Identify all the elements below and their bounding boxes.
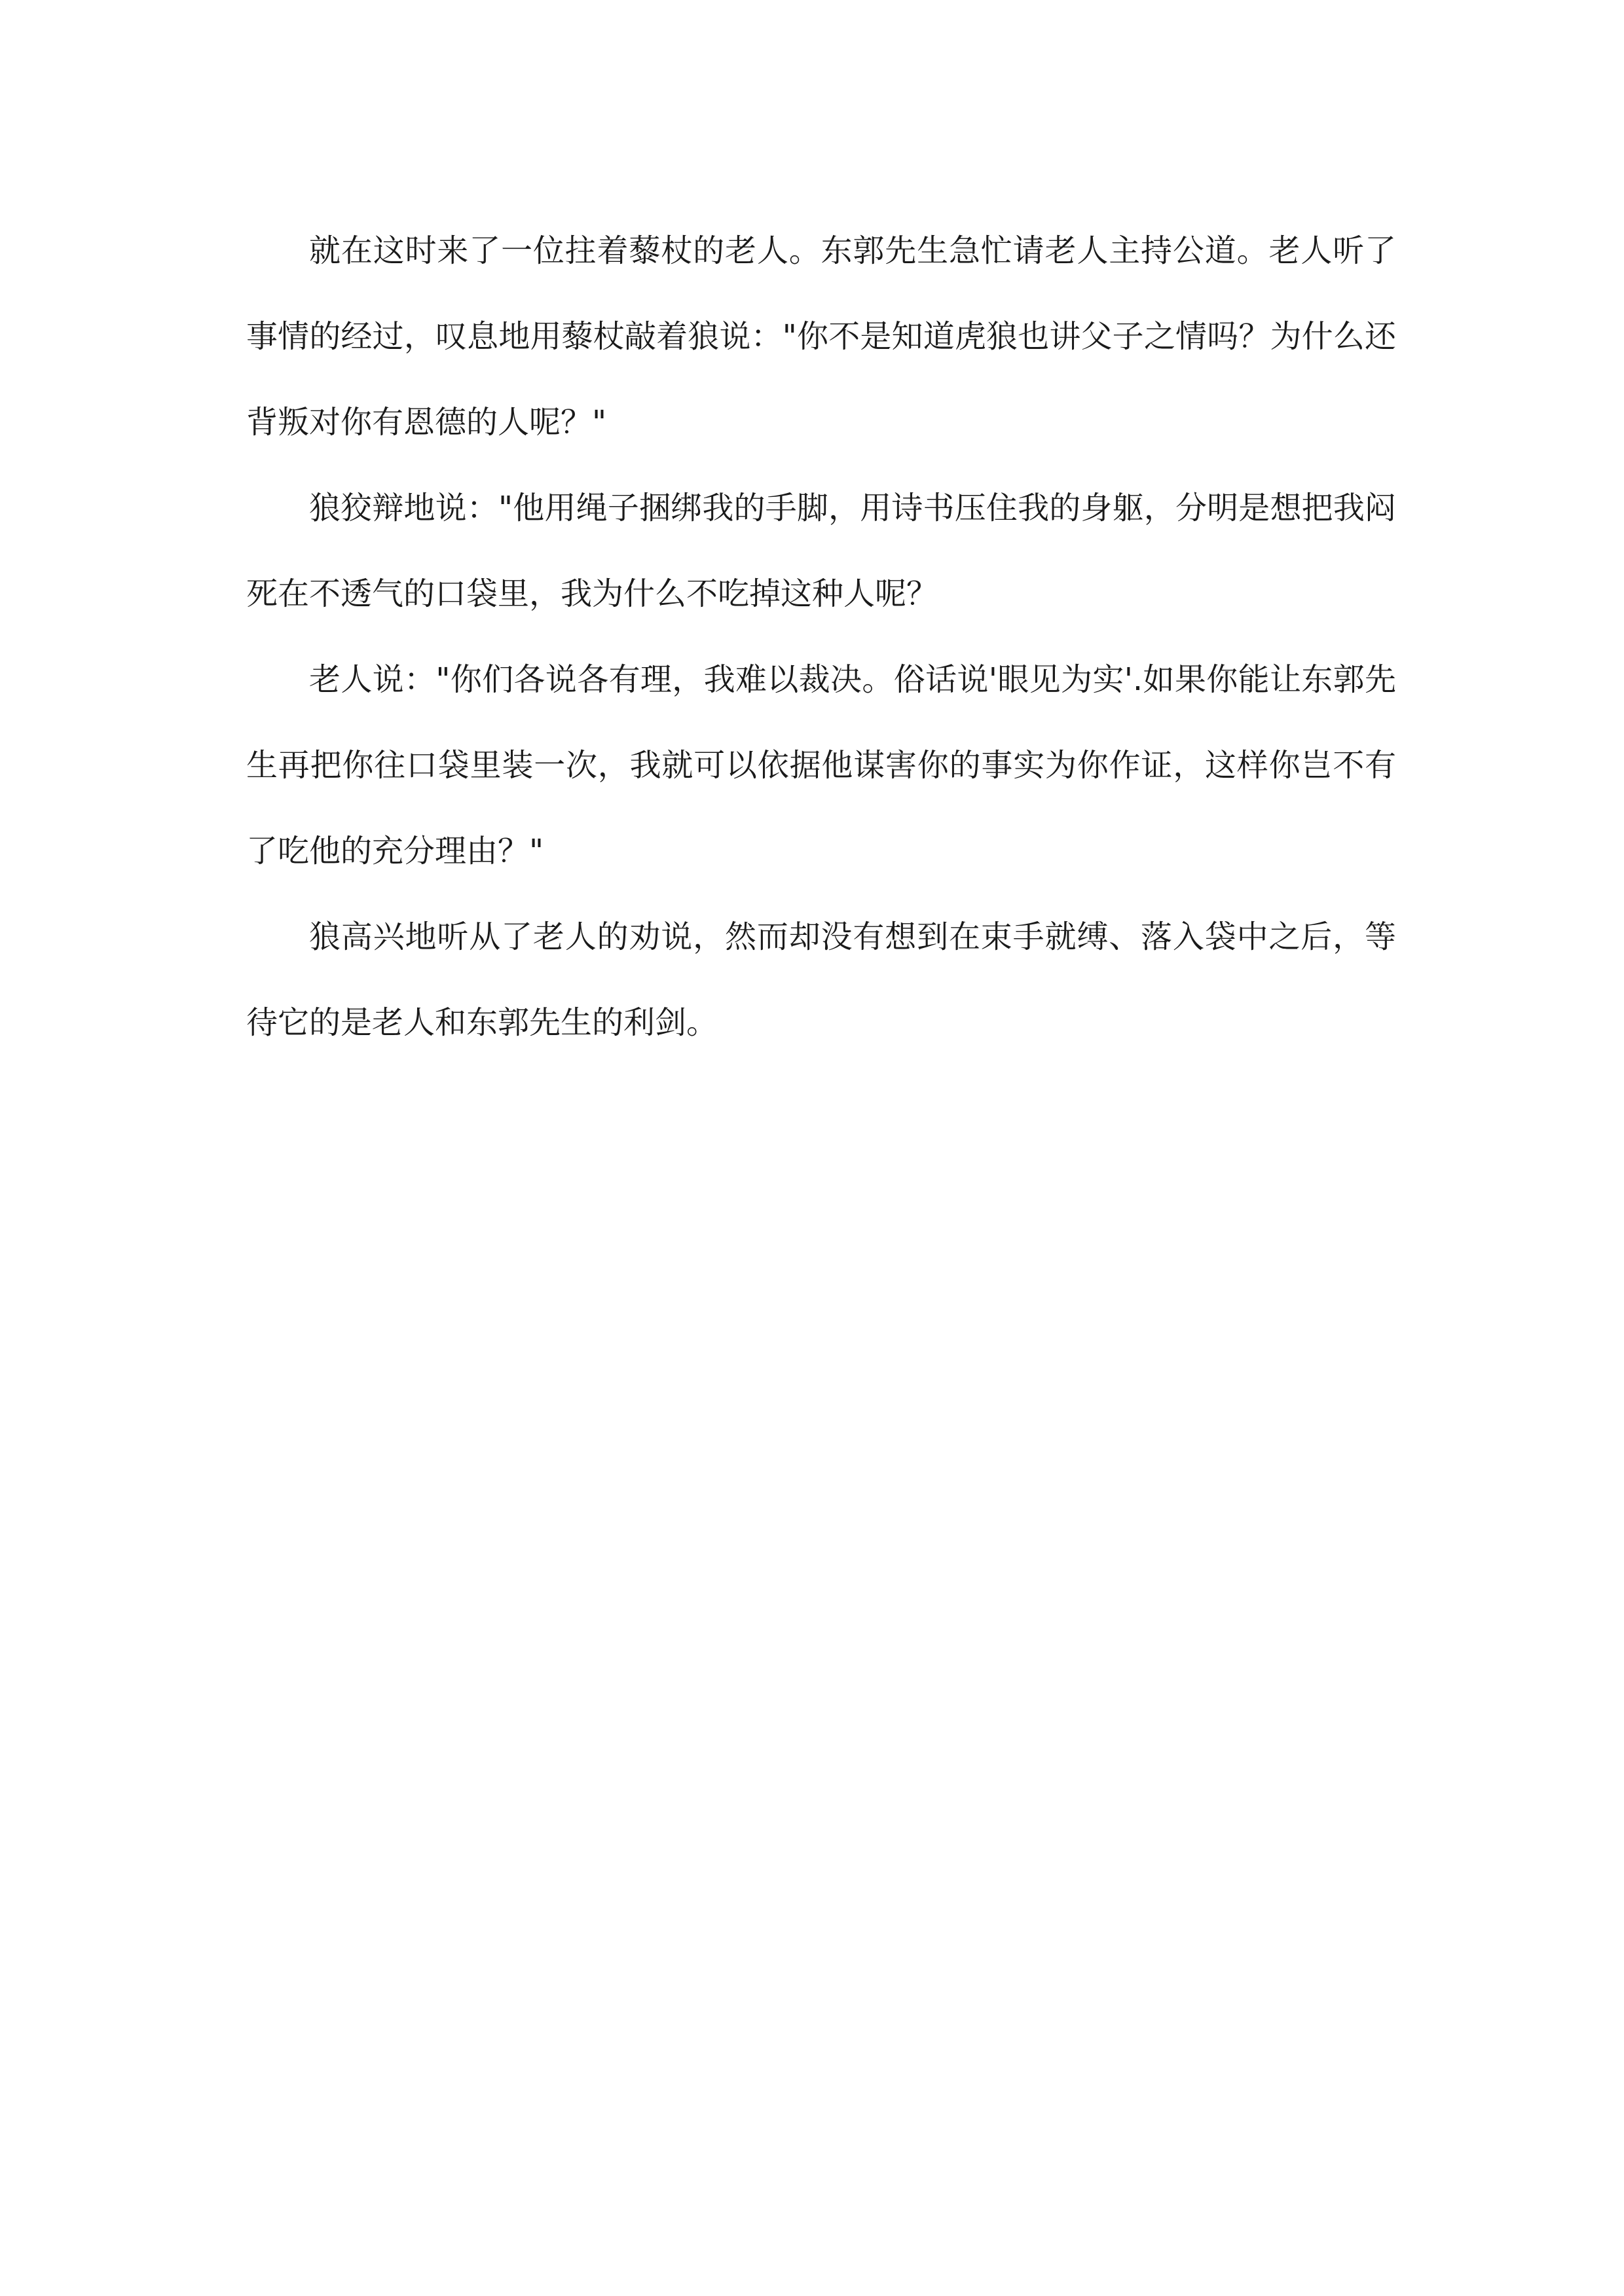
document-body <box>246 208 1396 1066</box>
paragraph-3: 老人说："你们各说各有理，我难以裁决。俗话说'眼见为实'.如果你能让东郭先生再把你往口袋里装一次，我就可以依据他谋害你的事实为你作证，这样你岂不有了吃他的充分理由？" <box>246 661 1396 869</box>
paragraph-4: 狼高兴地听从了老人的劝说，然而却没有想到在束手就缚、落入袋中之后，等待它的是老人和东郭先生的利剑。 <box>246 919 1396 1041</box>
paragraph-1: 就在这时来了一位拄着藜杖的老人。东郭先生急忙请老人主持公道。老人听了事情的经过，叹息地用藜杖敲着狼说："你不是知道虎狼也讲父子之情吗？为什么还背叛对你有恩德的人呢？" <box>246 232 1396 441</box>
paragraph-2: 狼狡辩地说："他用绳子捆绑我的手脚，用诗书压住我的身躯，分明是想把我闷死在不透气的口袋里，我为什么不吃掉这种人呢？ <box>246 490 1396 612</box>
